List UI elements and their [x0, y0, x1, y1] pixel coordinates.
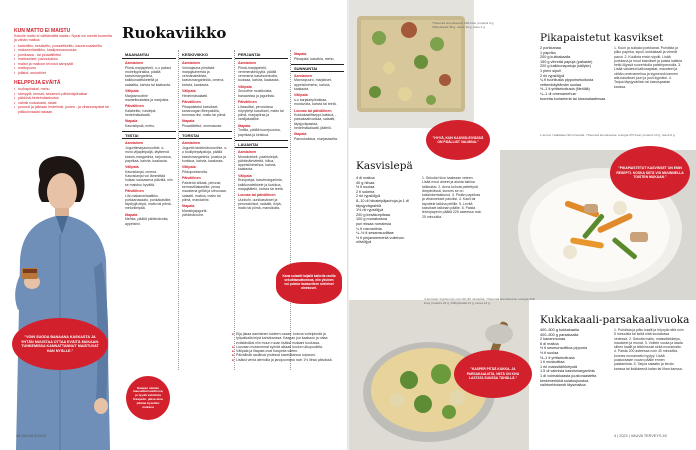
note-item: ■ Luovaan mutanmmat syövät aikaan koulun ulkopuolella.: [232, 345, 342, 349]
ingredient: 2 tl sokeria: [356, 189, 375, 194]
meal-label: Välipala: [294, 93, 308, 98]
meal-entry: [291, 72, 344, 91]
tips-list-1: [14, 44, 112, 76]
day-heading: SUNNUNTAI: [291, 64, 344, 72]
ingredient: 4 dl maitoa: [356, 176, 375, 180]
day-heading: TIISTAI: [122, 131, 176, 139]
flatbread-photo: [349, 0, 474, 128]
ingredient: 1½ rkl rypsiöljyä: [356, 208, 384, 213]
meal-label: Lounas tai päivällinen: [238, 193, 276, 198]
meal-entry: [122, 187, 176, 211]
meal-entry: [235, 98, 288, 122]
meal-label: Aamiainen: [182, 61, 201, 65]
meal-label: Päivällinen: [182, 176, 201, 181]
stirfry-ingredients: [540, 46, 610, 101]
meal-label: Iltapala: [294, 132, 307, 137]
meal-text: Pannukakkua, marjasaseita.: [294, 136, 338, 141]
meal-entry: [291, 130, 344, 141]
ingredient: 2 kananmunaa: [540, 337, 566, 342]
meal-entry: [179, 163, 232, 174]
meal-entry: [235, 122, 288, 137]
casserole-ingredients: [540, 328, 610, 388]
flatbread-nutrition: Yhteensä annoksessa: 290 kcal, proteiini 9 g, hiilihydraatti 38 g, rasva 10 g, kuitu 4 g.: [432, 21, 495, 29]
ingredient: 200 g kukkakaalia: [540, 55, 571, 60]
day-heading: PERJANTAI: [235, 50, 288, 59]
stirfry-bubble: "PIKAPAISTETUT KASVIKSET ON ENIN RESEPTI. KOSKA SIITÄ VOI MUUNNELLA TOISTEN MUKAAN.": [610, 146, 690, 200]
ingredient: ½ tl pinjansiemeniä voileivun oliiviöljyä: [356, 235, 405, 245]
meal-text: Pikkuporkanoita.: [182, 169, 208, 174]
meal-text: Kukkakaalifiseppi-kakkua, -parsakaalivuokaa, salaatti, täysjyväpastaa, hedelmäsalaatti, jäätelö.: [294, 113, 337, 131]
meal-label: Iltapala: [182, 119, 195, 124]
list-item: • ruokapiirakat, mehu: [14, 87, 112, 92]
ingredient: tuoretta korianteria tai idusmalaatinsaa: [540, 96, 606, 101]
meal-entry: [179, 87, 232, 98]
meal-entry: [122, 163, 176, 187]
meal-entry: [179, 117, 232, 128]
day-heading: MAANANTAI: [122, 50, 176, 59]
menu-notes: [232, 332, 342, 362]
meal-label: Välipala: [125, 165, 139, 170]
ingredient: 2 rkl rypsiöljyä: [540, 73, 565, 78]
note-item: ■ Päivällistä nauttivat yhdessä kaveiaksissa ruipsumi.: [232, 353, 342, 357]
ingredient: puri eksaa romainsia: [356, 221, 392, 226]
tips-column: [14, 28, 112, 114]
note-item: ■ Eija jakaa aamiainen kaiteen osaan: kotona voileipimää ja työpaikalla leipä kahvikanssa. Kaapan juo kaakaon ja ottaa evästäväksi niin muun ruoan lisäksi mutaani koulussa.: [232, 332, 342, 345]
meal-entry: [235, 59, 288, 83]
onion-note-bubble: Kaapan nämän mausaltteissadirova, ja tyydä valmiista Kaapelio. jaksa aina pikkaa kysellen mukana: [126, 376, 170, 420]
note-item: ■ Lisäksi venla aterioilla ja janojoumana noin 1½ litraa päivässä.: [232, 358, 342, 362]
ingredient: 100 g munakoisoa: [356, 217, 388, 222]
flatbread-title: Kasvislepä: [356, 160, 413, 172]
flatbread-ingredients: [356, 176, 418, 245]
meal-label: Välipala: [182, 89, 196, 94]
menu-column-friday: [234, 50, 288, 370]
day-heading: LAUANTAI: [235, 140, 288, 148]
stirfry-nutrition: 1 annos / kaikkiaan 90 minuuttia. Yhteensä annoksessa: energia 270 kcal, proteiini 13 g, rasva 8 g.: [540, 133, 676, 137]
casserole-bubble: "KASPER PITÄÄ KUKKA- JA PARSAKAALISTA, NIITÄ ON KIVA LASTATA SUUSSA TÄHÄLLÄ.": [454, 350, 532, 398]
meal-text: Jogurttimarjasmoothie, s-moni-viljapleipaljä, täytteenä kasvis-margariinia, tarjoustoa, paprikaa, kahvia, kaakaota.: [125, 145, 172, 163]
list-item: • valmiit ruokasalat, rasiat: [14, 101, 112, 106]
list-item: • maitopuuro: [14, 66, 112, 71]
tips-heading-2: HELPPOJA EVÄITÄ: [14, 80, 61, 87]
meal-entry: [179, 139, 232, 163]
list-item: • maitot ja maitoon leivotut sämpylät: [14, 62, 112, 67]
meal-entry: [179, 59, 232, 87]
meal-text: Piimä-marjapirtelö, s-o paksui moireilypiirakka, päällä kasvismargariinia, kalkkunaleikkelettä ja salaattia, kahvia tai kaakaota.: [125, 65, 172, 87]
meal-text: Voimajauna piimästä marjajauheesta ja vehnänaleikista, kasvismargariinilla, omena, kahvia, kaakaota.: [182, 65, 225, 87]
meal-text: Pitsapala, kasvikia, mehu.: [294, 56, 335, 61]
ingredient: 6 dl maitoa: [540, 341, 559, 346]
meal-text: Kalakeitto, ruisleipä, hedelmäsalaatti.: [125, 108, 157, 118]
meal-text: Marjasmoothie mantelimalaista ja marjoista.: [125, 93, 170, 102]
ingredient: ¼–1 dl omenamehua: [540, 91, 576, 96]
meal-entry: [291, 50, 344, 61]
meal-label: Lounas tai päivällinen: [294, 108, 332, 113]
kale-note-bubble: Kana sulaatti laijallä kaikella rasilla sekoittamattomana, niin yksinen voi poimia lautaselleen mieleiset aineksset.: [276, 262, 342, 304]
meal-text: Hedelmäsalaatti.: [182, 93, 209, 98]
casserole-title: Kukkakaali-parsakaalivuoka: [540, 314, 690, 326]
list-item: • maitosetset, pannukakku: [14, 57, 112, 62]
list-item: • puuuroi ja jalleaan hedelmät, juuren - ja vihannespalat tai pilkkuinvaalat rasiaan: [14, 105, 112, 114]
ingredient: 200 g kalkkunapaloja (säilyke): [540, 64, 591, 69]
meal-text: Mannapuuro, marjakset, appelsiinimehu, kahvia, kaakaota.: [294, 78, 332, 92]
meal-label: Iltapala: [125, 119, 138, 124]
meal-entry: [122, 87, 176, 102]
meal-entry: [291, 91, 344, 106]
weekly-menu: [122, 50, 344, 370]
ingredient: 40 g hiivaa: [356, 180, 375, 185]
meal-label: Iltapala: [294, 52, 307, 56]
casserole-steps: 1. Puhdista ja pilko kaalit ja höyrytä niitä noin 5 minuuttia tai keitä niitä suolatussa vedessä. 2. Sekoita maito, maissitärkkelys, mausteet ja munat. 3. Voitele vuoka ja laada siihen kaalit ja leikkimuusi sekä munamaito. 4. Paista 200 asteessa noin 40 minuuttia, kunnes munamaito hyytyy. Lisää juustoraaste vuoan päälle ennen paistamista. 5. Tarjoa salaatin ja leivän kanssa tai lisäkkeenä kalan tai lihan kanssa.: [614, 328, 684, 371]
day-heading: TORSTAI: [179, 131, 232, 139]
page-title: Ruokaviikko: [122, 24, 227, 42]
meal-text: s-o karjalanpiirakkaa, munavoita, kahvia tai teetä.: [294, 97, 337, 107]
tips-intro: Kokoile maito ei välttämättä maistu. Nyssi voi mentä tuoreelta ja vähän maitoa:: [14, 34, 112, 43]
stirfry-steps: 1. Kuori ja suikaloi porkkanat. Puhdista ja pilko paprika, sipuli, kukkakaali ja vihreät pavut. 2. Kuullota ensin sipulit. Lisää porkkana ja muut kasvikset ja paista kaikkia hetki öljyssä suurehkolla paistinpannulla. 3. Lisää valutetut kalkunapalat, mausteet ja vähän omenamehua ja kypsennä kannen alla kasvikset juuri ja juuri kypsiksi. 4. Tarjoa täysjyväriisin tai kasvispastan kanssa.: [614, 46, 682, 89]
meal-label: Välipala: [182, 165, 196, 170]
meal-entry: [179, 174, 232, 202]
menu-column-monday: [122, 50, 176, 370]
meal-entry: [122, 211, 176, 226]
list-item: • punikaara - tai pinaattilettut: [14, 53, 112, 58]
ingredient: ½ tl suolaa: [540, 350, 559, 355]
page-folio-left: 48 VAUVA 2/2023: [16, 434, 47, 438]
meal-entry: [235, 191, 288, 210]
meal-label: Välipala: [238, 173, 252, 178]
meal-label: Välipala: [125, 89, 139, 94]
meal-text: Pikapaistetut kasvikset, kanaruugan fileepaloilla, tummaa riisi, maito tai piimä.: [182, 104, 227, 118]
ingredient: ½–1 tl yrttisekoitusta: [540, 355, 575, 360]
ingredient: 1 tl muskottiaa: [540, 360, 565, 365]
meal-label: Päivällinen: [125, 104, 144, 109]
ingredient: keskimerkkkä sulatusjuustoa: [540, 378, 589, 383]
note-item: ■ Välipala ja Iltapala ovat Kaspelia varten.: [232, 349, 342, 353]
meal-label: Välipala: [238, 84, 252, 89]
meal-label: Iltapala: [125, 212, 138, 217]
tips-heading-1: KUN MATTO EI MAISTU: [14, 28, 71, 34]
meal-text: Tortilla, päällä tuorejuustoa, paprikaa ja kinkkua.: [238, 128, 281, 137]
meal-label: Aamiainen: [125, 141, 144, 146]
meal-text: Paistetut siikaat, perunat, kermavilliakastike, pinaa maustena grilliä ja sitruunaa, salaatti, maitoa, maito tai piimä, mandariini.: [182, 180, 227, 202]
ingredient: ½ tl suolaa: [356, 185, 375, 190]
ingredient: 2 rkl rypsiöljyä: [356, 194, 381, 199]
stirfry-title: Pikapaistetut kasvikset: [540, 32, 664, 44]
meal-entry: [122, 102, 176, 117]
list-item: • jollatot, smoothiet: [14, 71, 112, 76]
quote-bubble-left: "VOIN SUODA BANAANA KASKASTA JA YHTÄN MUUSTAA OTTAA EVÄITÄ MUKAAN. TUNKEMISSA KANNATTANNUT MAISTUVAT HAN NYÄLLE.": [12, 318, 108, 370]
meal-text: Kasvistipsiä, mehu.: [125, 124, 156, 129]
list-item: • sämpylä, kessat, sesammi-pähkinäpiirakkar: [14, 92, 112, 97]
meal-text: Lihi-makaronilaatikko, porkkanasaato, punkakastike, täyslyijä-leipä, maito tai piimä, melonileipää.: [125, 193, 172, 211]
meal-entry: [235, 172, 288, 191]
meal-entry: [179, 202, 232, 217]
meal-label: Iltapala: [238, 123, 251, 128]
meal-label: Aamiainen: [182, 141, 201, 146]
page-folio-right: 4 | 2023 | VAUVA TERVEYS 49: [614, 434, 667, 438]
ingredient: 400–500 g parsakaalia: [540, 332, 579, 337]
meal-text: Ruispaloja, kasvimargariinia, kalkkunaleikkele ja kurkkua, marjajäätelö, kahvia tai teetä.: [238, 178, 284, 191]
meal-text: Jogurtti-hedelmäsmoothie, s-o toolilpleipäpaloja, päällä kasvismargariinia, juustoa ja kurkkua, kahvia, kaakaota.: [182, 145, 228, 163]
menu-column-weekend: [290, 50, 344, 370]
day-heading: KESKIVIIKKO: [179, 50, 232, 59]
ingredient: 400–500 g kukkakaalia: [540, 328, 579, 332]
meal-text: Munakokkeli, paahtoleipä, pähkinäleivitettä, hillua, appelsiinimehua, kahvia, kaakaota.: [238, 154, 279, 172]
meal-text: Mansikjajogurtti-pähkinärouhe.: [182, 208, 208, 217]
meal-label: Aamiainen: [294, 73, 313, 78]
ingredient: vettemkäyttämän suolaa: [540, 82, 582, 87]
list-item: • makaronilaatikko, kaalipessamouska: [14, 48, 112, 53]
meal-text: Kasvislanjai, omena. Kasvislanjai voi lämmittää hoikan sausasena pälvälä, niin se maistuu hyvältä.: [125, 169, 173, 187]
menu-column-wednesday: [178, 50, 232, 370]
meal-label: Päivällinen: [125, 188, 144, 193]
ingredient: ¼ tl rosmariinia: [356, 226, 382, 231]
meal-label: Iltapala: [182, 204, 195, 209]
ingredient: 1 dl voimakkaasta juustoraastetta: [540, 373, 597, 378]
tips-list-2: [14, 87, 112, 114]
meal-text: Mehka, päällä pähkinävoita, appelsiini.: [125, 217, 169, 226]
meal-entry: [122, 139, 176, 163]
meal-entry: [235, 148, 288, 172]
ingredient: 1 rkl maissitärkkelystä: [540, 364, 578, 369]
person-photo: [2, 150, 122, 450]
list-item: • pähkinä-hedelmäsekoitus: [14, 96, 112, 101]
meal-text: Smoothie mustikoista, banaanista ja jogurtista.: [238, 89, 275, 98]
meal-text: Piimä-marjapirtelö, vemmenämkyyllä, päällä vemmena kasvisverkoilla, tuoksaa, kahvia, kaakaota.: [238, 65, 280, 83]
ingredient: 8–10 dl hiivaleipäjauhoja ja 1 dl täysjyvägrahliä: [356, 198, 409, 208]
meal-entry: [291, 107, 344, 131]
ingredient: ½ tl sesmunsolttiua pippuria: [540, 346, 588, 351]
ingredient: ¼–½ tl sesamsuolittae: [356, 231, 394, 236]
meal-label: Aamiainen: [238, 149, 257, 154]
flatbread-steps: 1. Sekoita hiiva haaleaan veteen. Lisää muut aineet ja alusta taikina taikinaksi. 2. Anna kohota peitettynä lämpimässä, kunnes se on kaksinkertaistunut. 3. Pistän paprikaa ja vihannekset paloiksi. 4. Kauli tai taputtele taikina pellille. 5. Levitä kasvikset taikinan päälle. 6. Paista leivinpaperin päällä 225 asteessa noin 25 minuuttia.: [422, 176, 482, 219]
ingredient: ¼ tl tuohitusta pippurisekoitusta: [540, 78, 594, 83]
ingredient: 150 g vihreää papuja (pakaste): [540, 59, 593, 64]
meal-entry: [122, 117, 176, 128]
ingredient: 1,5 dl valmista kasvismargariinia: [540, 369, 595, 374]
meal-label: Päivällinen: [238, 99, 257, 104]
ingredient: 1 pieni sipuli: [540, 68, 561, 73]
meal-label: Päivällinen: [182, 99, 201, 104]
meal-text: Pinaattilettut, omenasose.: [182, 124, 223, 129]
ingredient: 200 g kesäkurpitsaa: [356, 212, 390, 217]
ingredient: 2 porkkanaa: [540, 46, 561, 50]
ingredient: 1 paprika: [540, 50, 556, 55]
meal-text: Lihasoittai, perunoissa höyrytetyt kasvikset, maito tai piimä, marjapiiras ja vaniljakastike.: [238, 104, 284, 122]
meal-label: Aamiainen: [125, 61, 144, 65]
meal-entry: [179, 98, 232, 117]
ingredient: vaihtoehtoisesti täysmaitoa: [540, 383, 586, 388]
casserole-nutrition: 4 annosta / kypsennys noin 60–90 minuuttia. Yhteensä annoksessa: energia 240 kcal, proteiini 20 g, hiilihydraatti 11 g, rasva 13 g.: [424, 297, 535, 305]
meal-entry: [235, 83, 288, 98]
meal-text: Uunilohi, uunikasvikset ja perunalohkot, salaatti, leipä, maito tai piimä, mansikoita.: [238, 197, 282, 211]
list-item: • kalamiltio, kesäsetto, posaattikeittu, kauraruusakeittu: [14, 44, 112, 49]
meal-label: Aamiainen: [238, 61, 257, 65]
meal-entry: [122, 59, 176, 87]
ingredient: ½–1 tl yrttisekoitusta (fileöillä): [540, 87, 590, 92]
flatbread-bubble: "HYVÄ, KUN KASVISLEIVÄSSÄ ON PÄÄLLIST VALMINA.": [426, 120, 490, 160]
